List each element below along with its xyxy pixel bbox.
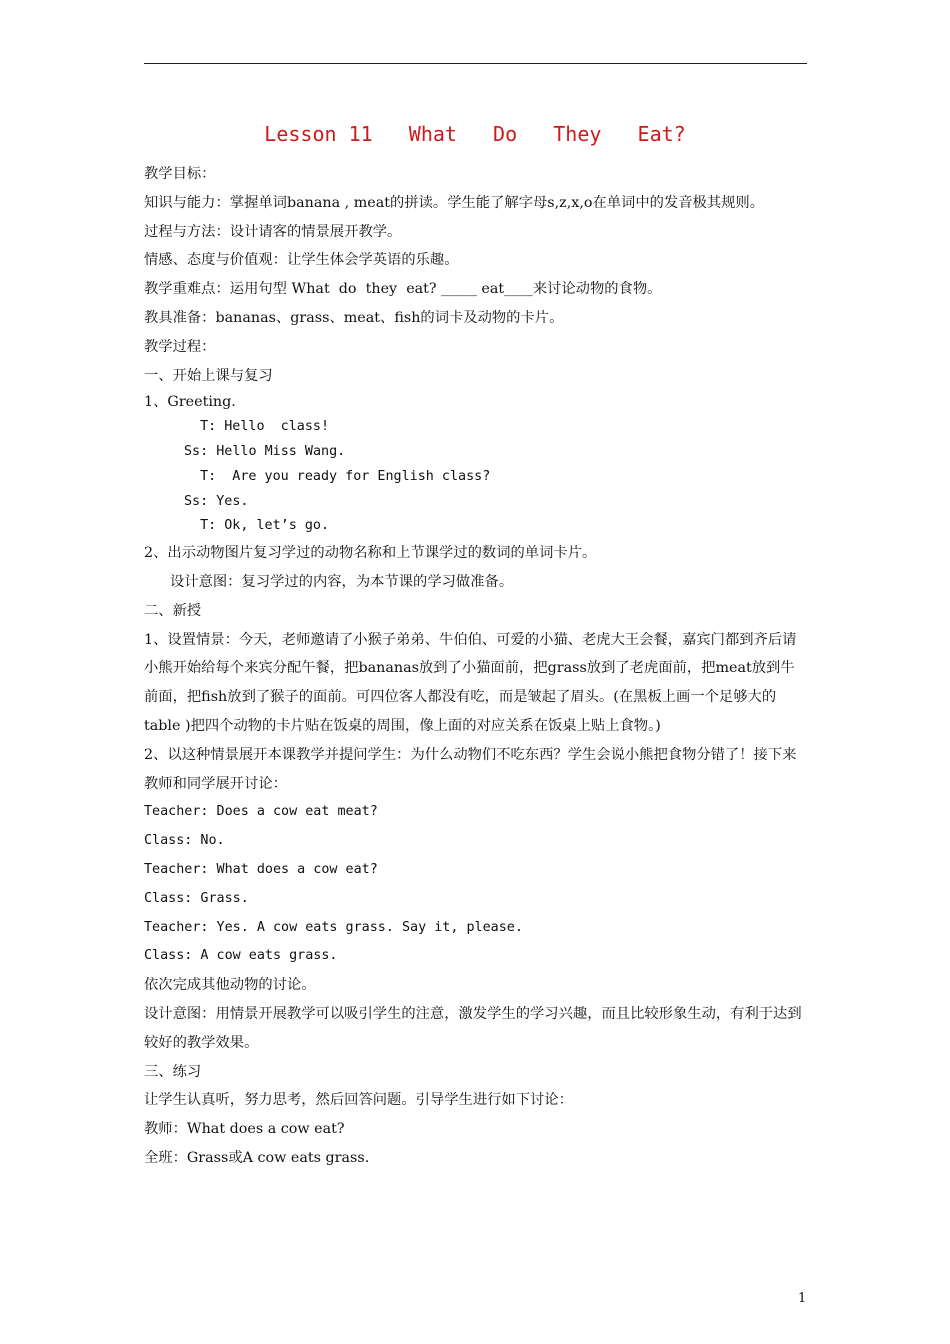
body-line: 教学重难点：运用句型 What do they eat? _____ eat____来讨论动物的食物。 [144,281,662,298]
body-line: 2、出示动物图片复习学过的动物名称和上节课学过的数词的单词卡片。 [144,545,597,562]
body-line: 设计意图：用情景开展教学可以吸引学生的注意，激发学生的学习兴趣，而且比较形象生动，有利于达到较好的教学效果。 [144,1005,802,1051]
body-line: 教学目标： [144,166,216,182]
body-line: 过程与方法：设计请客的情景展开教学。 [144,223,402,240]
body-line: T: Ok, let’s go. [192,518,330,534]
body-line: Ss: Hello Miss Wang. [184,443,346,459]
body-line: 知识与能力：掌握单词banana , meat的拼读。学生能了解字母s,z,x,o在单词中的发音极其规则。 [144,194,765,211]
body-line: Class: A cow eats grass. [144,948,338,964]
body-line: Teacher: What does a cow eat? [144,861,378,877]
lesson-body [144,160,808,1173]
body-line: 一、开始上课与复习 [144,367,273,384]
body-line: 2、以这种情景展开本课教学并提问学生：为什么动物们不吃东西？学生会说小熊把食物分错了！接下来教师和同学展开讨论： [144,746,797,792]
body-line: 1、Greeting. [144,394,236,411]
body-line: T: Are you ready for English class? [192,468,491,484]
body-line: Teacher: Does a cow eat meat? [144,804,378,820]
body-line: Class: Grass. [144,890,249,906]
body-line: 1、设置情景：今天，老师邀请了小猴子弟弟、牛伯伯、可爱的小猫、老虎大王会餐，嘉宾门都到齐后请小熊开始给每个来宾分配午餐，把bananas放到了小猫面前，把grass放到了老虎面前，把meat放到牛前面，把fish放到了猴子的面前。可四位客人都没有吃，而是皱起了眉头。(在黑板上画一个足够大的table )把四个动物的卡片贴在饭桌的周围，像上面的对应关系在饭桌上贴上食物。) [144,631,797,734]
body-line: 教师：What does a cow eat? [144,1121,345,1138]
body-line: 依次完成其他动物的讨论。 [144,977,316,994]
body-line: Ss: Yes. [184,493,249,509]
body-line: 情感、态度与价值观：让学生体会学英语的乐趣。 [144,252,459,269]
body-line: 教具准备：bananas、grass、meat、fish的词卡及动物的卡片。 [144,309,564,326]
header-rule [144,63,807,64]
body-line: 设计意图：复习学过的内容，为本节课的学习做准备。 [170,573,514,590]
body-line: 三、练习 [144,1063,202,1080]
body-line: T: Hello class! [192,419,330,435]
body-line: 二、新授 [144,602,202,619]
body-line: 教学过程： [144,338,216,355]
body-line: 让学生认真听，努力思考，然后回答问题。引导学生进行如下讨论： [144,1092,573,1109]
body-line: 全班：Grass或A cow eats grass. [144,1149,370,1166]
body-line: Teacher: Yes. A cow eats grass. Say it, please. [144,919,523,935]
lesson-title: Lesson 11 What Do They Eat? [264,122,686,146]
body-line: Class: No. [144,833,225,849]
page-number: 1 [798,1291,807,1306]
